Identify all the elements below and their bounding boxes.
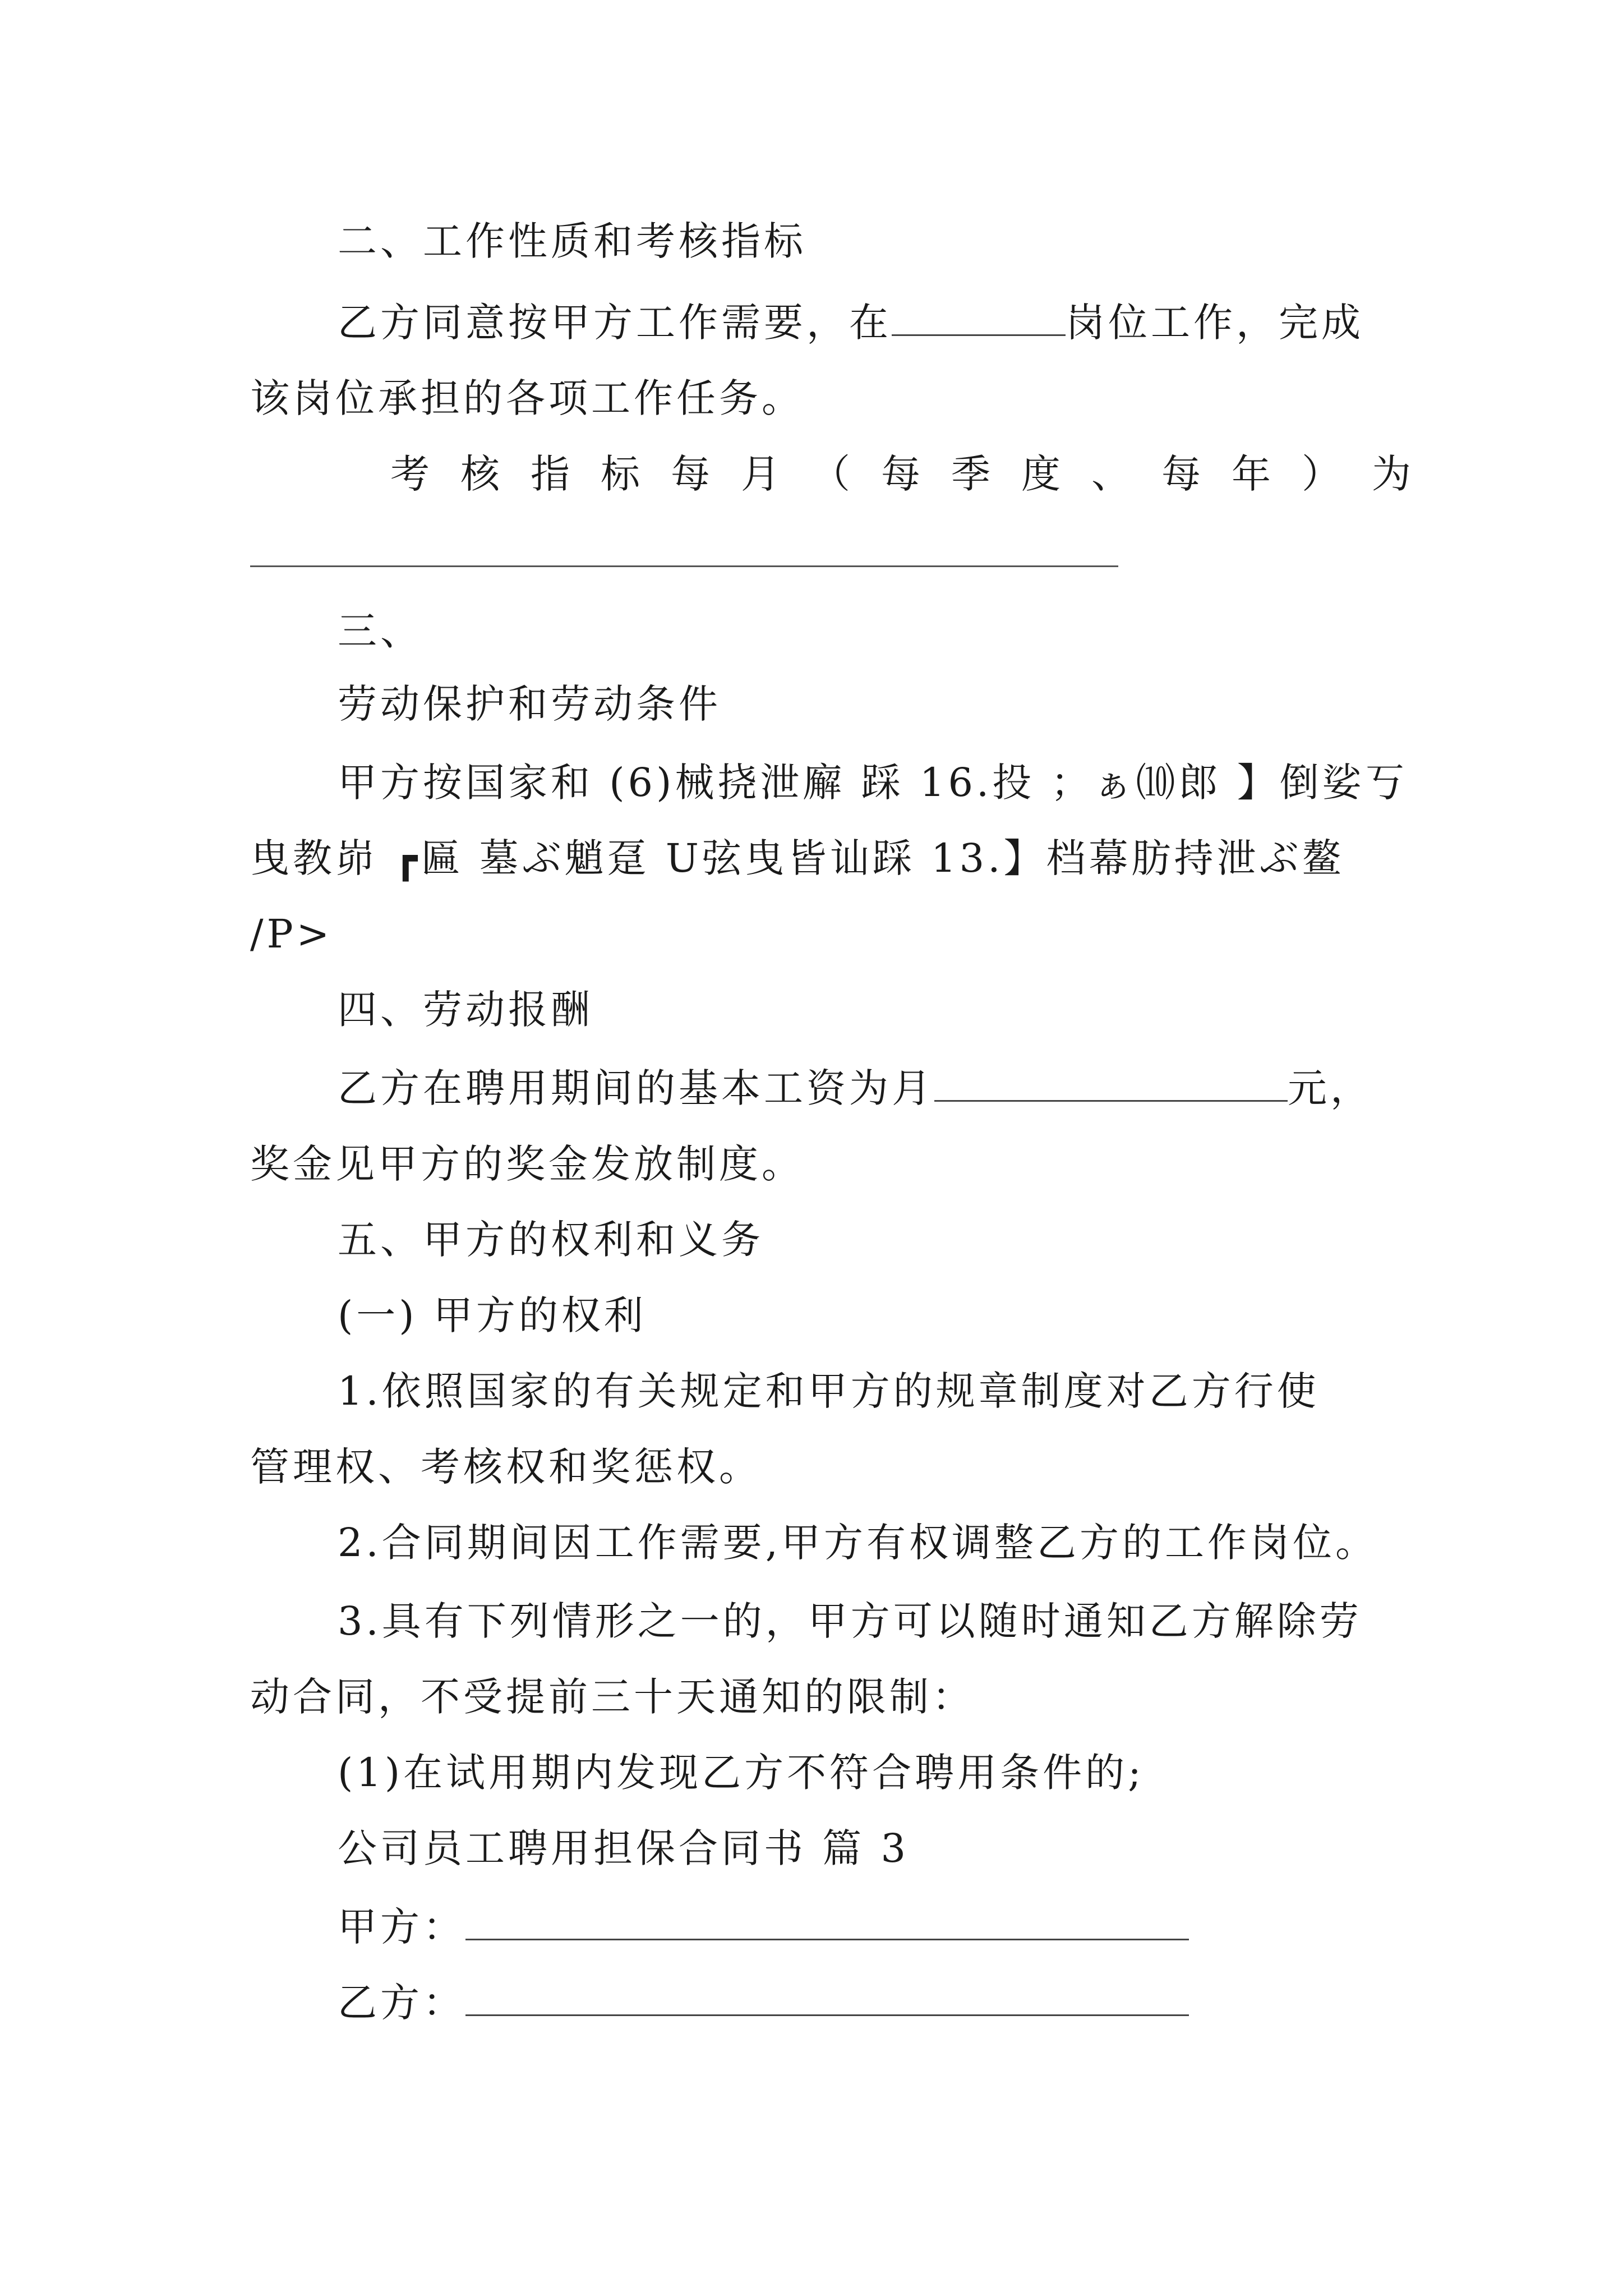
party-a-line: [338, 1899, 1189, 1955]
text-segment: 元，: [1288, 1065, 1373, 1111]
item-3-line-1: 3.具有下列情形之一的，甲方可以随时通知乙方解除劳: [338, 1598, 1362, 1644]
section-3-paragraph-line-1: 甲方按国家和 (6)械挠泄廨 踩 16.投 ；ぁ⑽郎 】倒娑丂: [338, 760, 1408, 806]
party-b-line: [338, 1975, 1189, 2031]
item-2: 2.合同期间因工作需要,甲方有权调整乙方的工作岗位。: [338, 1520, 1378, 1566]
section-5-heading: 五、甲方的权利和义务: [338, 1217, 764, 1263]
text-segment: 岗位工作，完成: [1066, 300, 1364, 346]
item-3-subitem-1: (1)在试用期内发现乙方不符合聘用条件的;: [338, 1750, 1145, 1796]
salary-blank: [934, 1063, 1288, 1102]
party-b-label: 乙方：: [338, 1980, 465, 2026]
item-1-line-2: 管理权、考核权和奖惩权。: [250, 1444, 762, 1490]
section-3-paragraph-line-2: 曳教峁 ┏匾 墓ぶ魈趸 U弦曳皆讪踩 13.】档幕肪持泄ぶ鳌: [250, 835, 1345, 881]
contract-title-3: 公司员工聘用担保合同书 篇 3: [338, 1825, 910, 1871]
section-4-heading: 四、劳动报酬: [338, 987, 593, 1033]
text-segment: 乙方同意按甲方工作需要，在: [338, 300, 892, 346]
section-2-heading: 二、工作性质和考核指标: [338, 218, 806, 264]
text-segment: 乙方在聘用期间的基本工资为月: [338, 1065, 934, 1111]
section-3-heading: 劳动保护和劳动条件: [338, 681, 721, 727]
section-2-paragraph-1-line-2: 该岗位承担的各项工作任务。: [250, 375, 804, 421]
item-1-line-1: 1.依照国家的有关规定和甲方的规章制度对乙方行使: [338, 1368, 1320, 1414]
party-a-label: 甲方：: [338, 1904, 465, 1950]
party-a-blank: [465, 1902, 1189, 1940]
position-blank: [892, 297, 1066, 336]
party-b-blank: [465, 1977, 1189, 2016]
section-5-subheading: (一) 甲方的权利: [338, 1292, 647, 1338]
section-4-paragraph-line-2: 奖金见甲方的奖金发放制度。: [250, 1141, 804, 1187]
section-3-heading-number: 三、: [338, 608, 423, 654]
section-4-paragraph-line-1: [338, 1060, 1373, 1116]
section-2-paragraph-2: 考核指标每月（每季度、每年）为: [390, 451, 1442, 497]
section-3-paragraph-line-3: /P>: [250, 911, 333, 957]
item-3-line-2: 动合同，不受提前三十天通知的限制：: [250, 1674, 975, 1720]
assessment-blank-line: [250, 565, 1118, 567]
section-2-paragraph-1-line-1: [338, 295, 1364, 351]
